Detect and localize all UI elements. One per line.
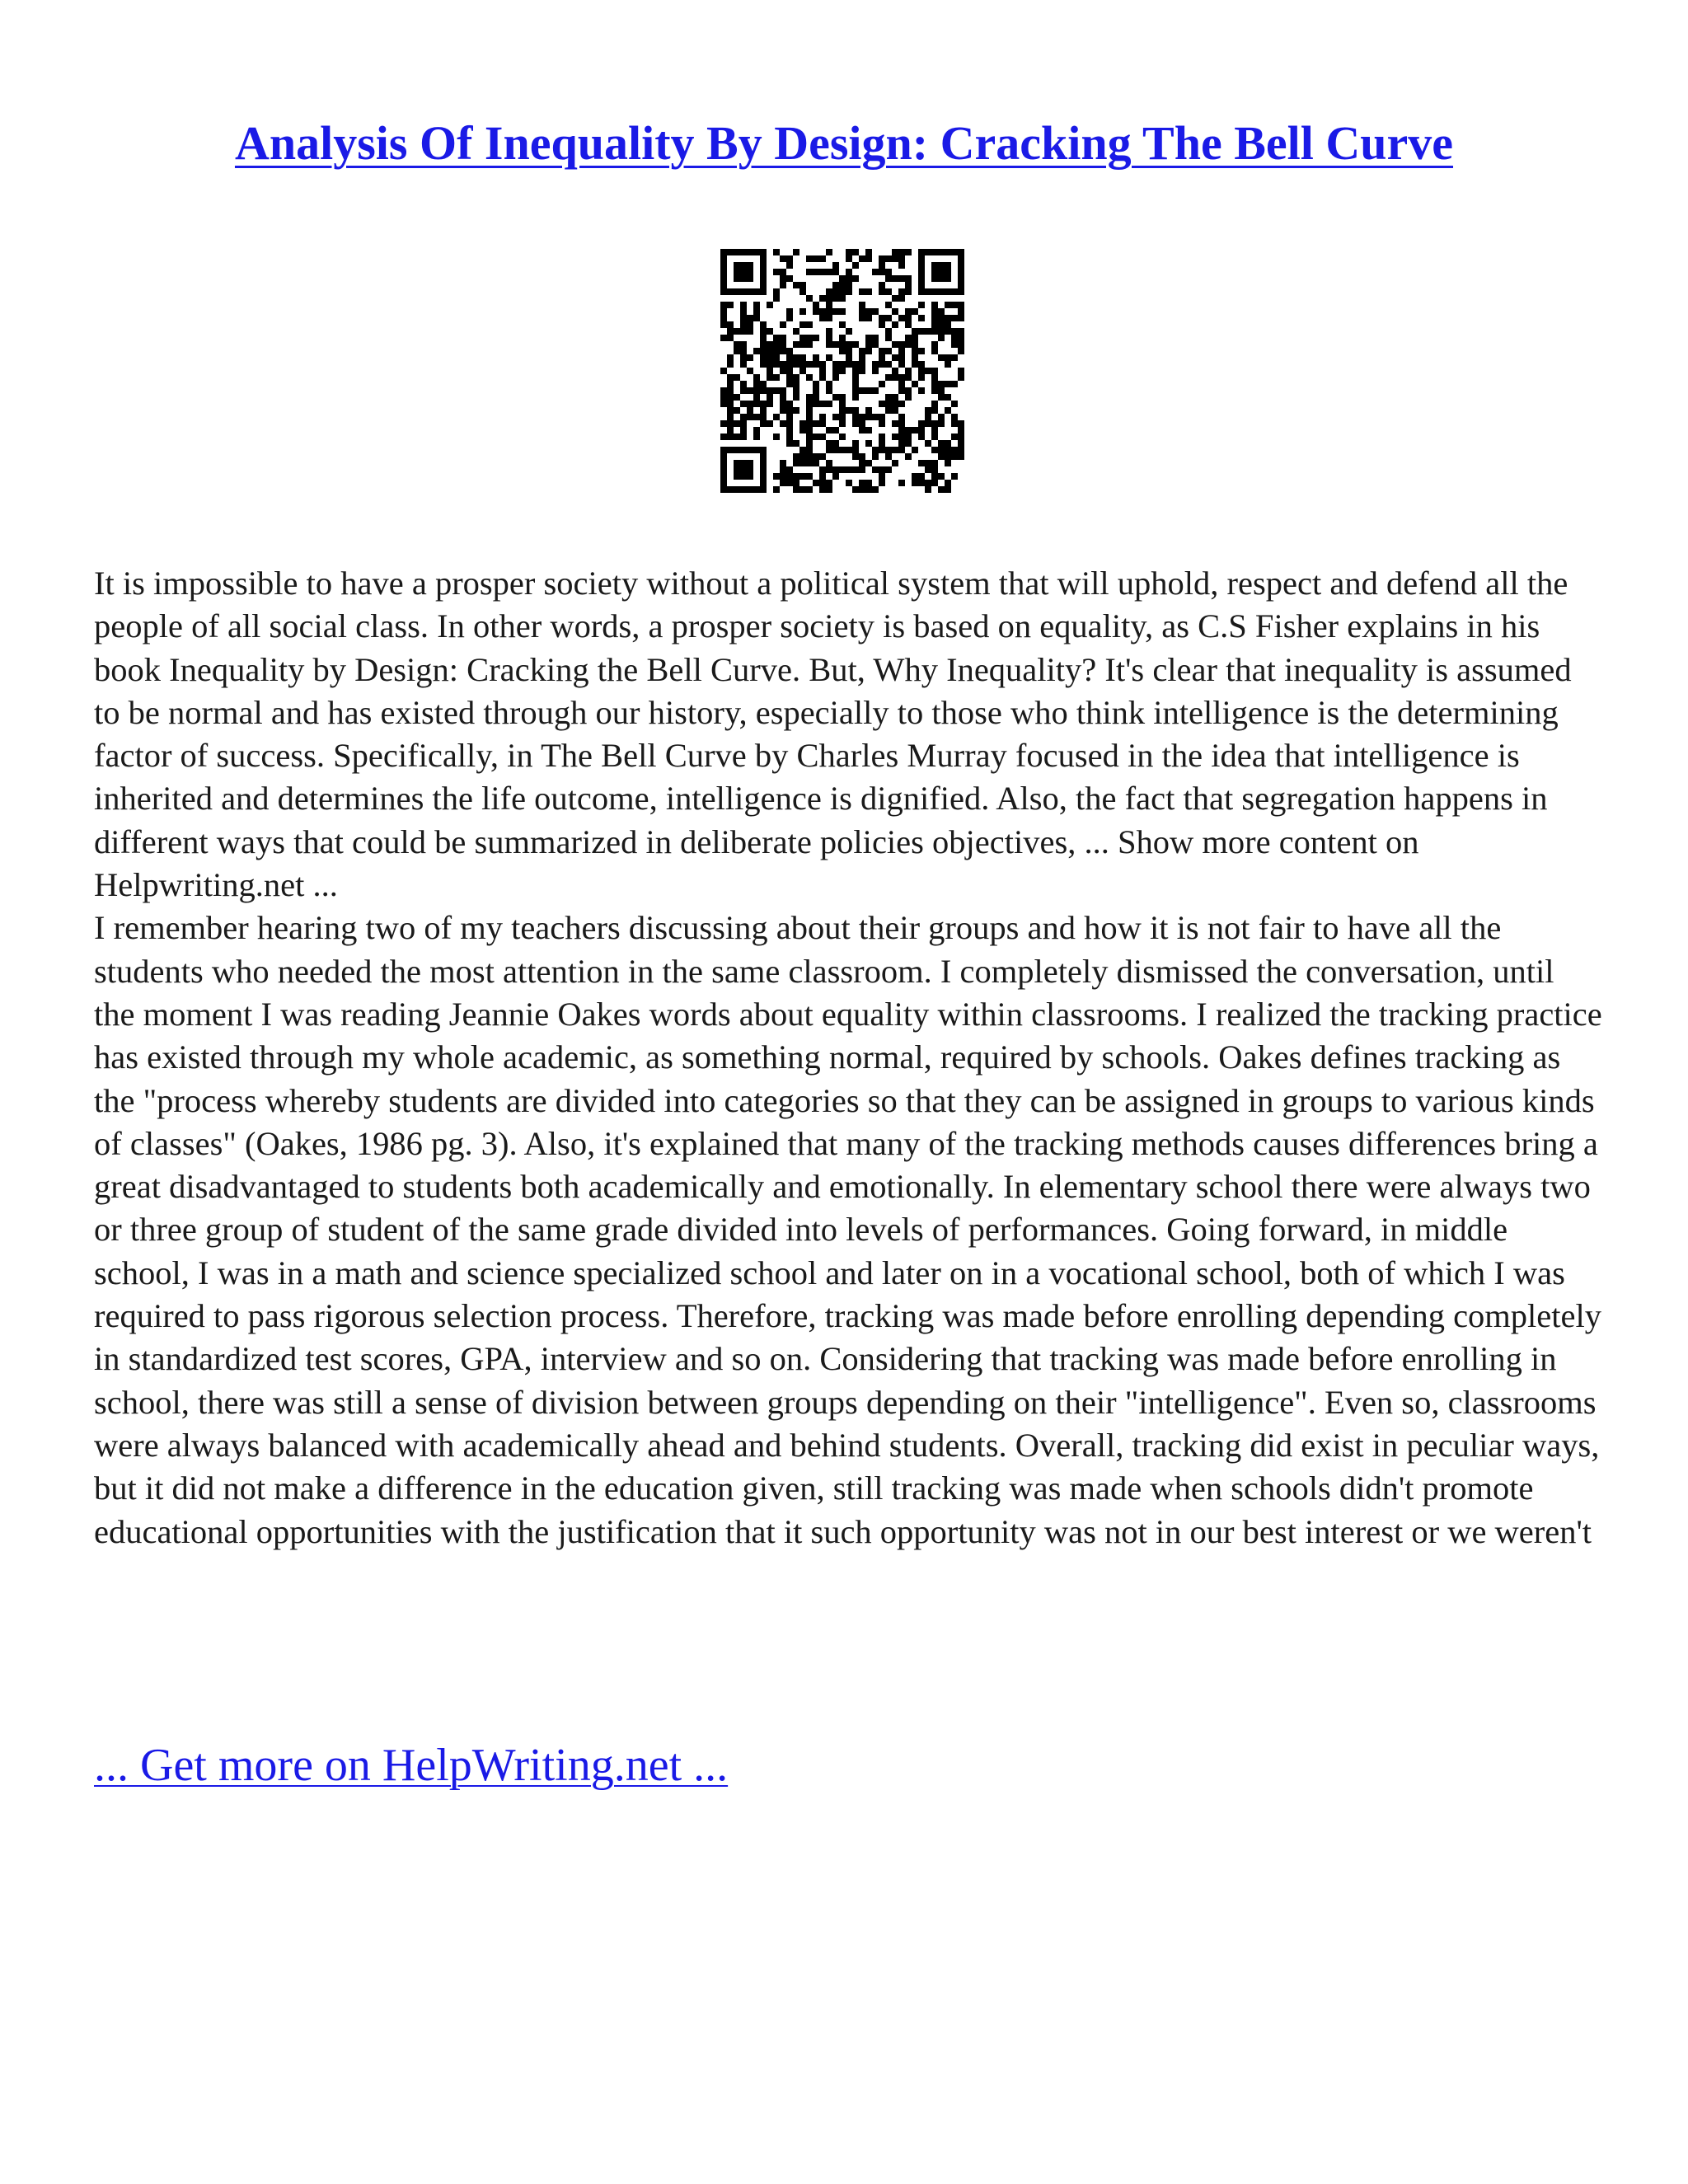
qr-code-icon [720, 249, 964, 493]
paragraph-2: I remember hearing two of my teachers discussing about their groups and how it is not fair to have all the students who needed the most attention in the same classroom. I completely dismissed the conversation, until the moment I was reading Jeannie Oakes words about equality within classrooms. I realized the tracking practice has existed through my whole academic, as something normal, required by schools. Oakes defines tracking as the "process whereby students are divided into categories so that they can be assigned in groups to various kinds of classes" (Oakes, 1986 pg. 3). Also, it's explained that many of the tracking methods causes differences bring a great disadvantaged to students both academically and emotionally. In elementary school there were always two or three group of student of the same grade divided into levels of performances. Going forward, in middle school, I was in a math and science specialized school and later on in a vocational school, both of which I was required to pass rigorous selection process. Therefore, tracking was made before enrolling depending completely in standardized test scores, GPA, interview and so on. Considering that tracking was made before enrolling in school, there was still a sense of division between groups depending on their "intelligence". Even so, classrooms were always balanced with academically ahead and behind students. Overall, tracking did exist in peculiar ways, but it did not make a difference in the education given, still tracking was made when schools didn't promote educational opportunities with the justification that it such opportunity was not in our best interest or we weren't [94, 909, 1602, 1550]
article-body [94, 562, 1602, 1554]
page-title-link[interactable]: Analysis Of Inequality By Design: Cracking The Bell Curve [234, 116, 1454, 170]
get-more-link[interactable]: ... Get more on HelpWriting.net ... [94, 1740, 729, 1791]
paragraph-1: It is impossible to have a prosper society without a political system that will uphold, respect and defend all the people of all social class. In other words, a prosper society is based on equality, as C.S Fisher explains in his book Inequality by Design: Cracking the Bell Curve. But, Why Inequality? It's clear that inequality is assumed to be normal and has existed through our history, especially to those who think intelligence is the determining factor of success. Specifically, in The Bell Curve by Charles Murray focused in the idea that intelligence is inherited and determines the life outcome, intelligence is dignified. Also, the fact that segregation happens in different ways that could be summarized in deliberate policies objectives, ... Show more content on Helpwriting.net ... [94, 565, 1572, 904]
title-container [0, 115, 1688, 171]
